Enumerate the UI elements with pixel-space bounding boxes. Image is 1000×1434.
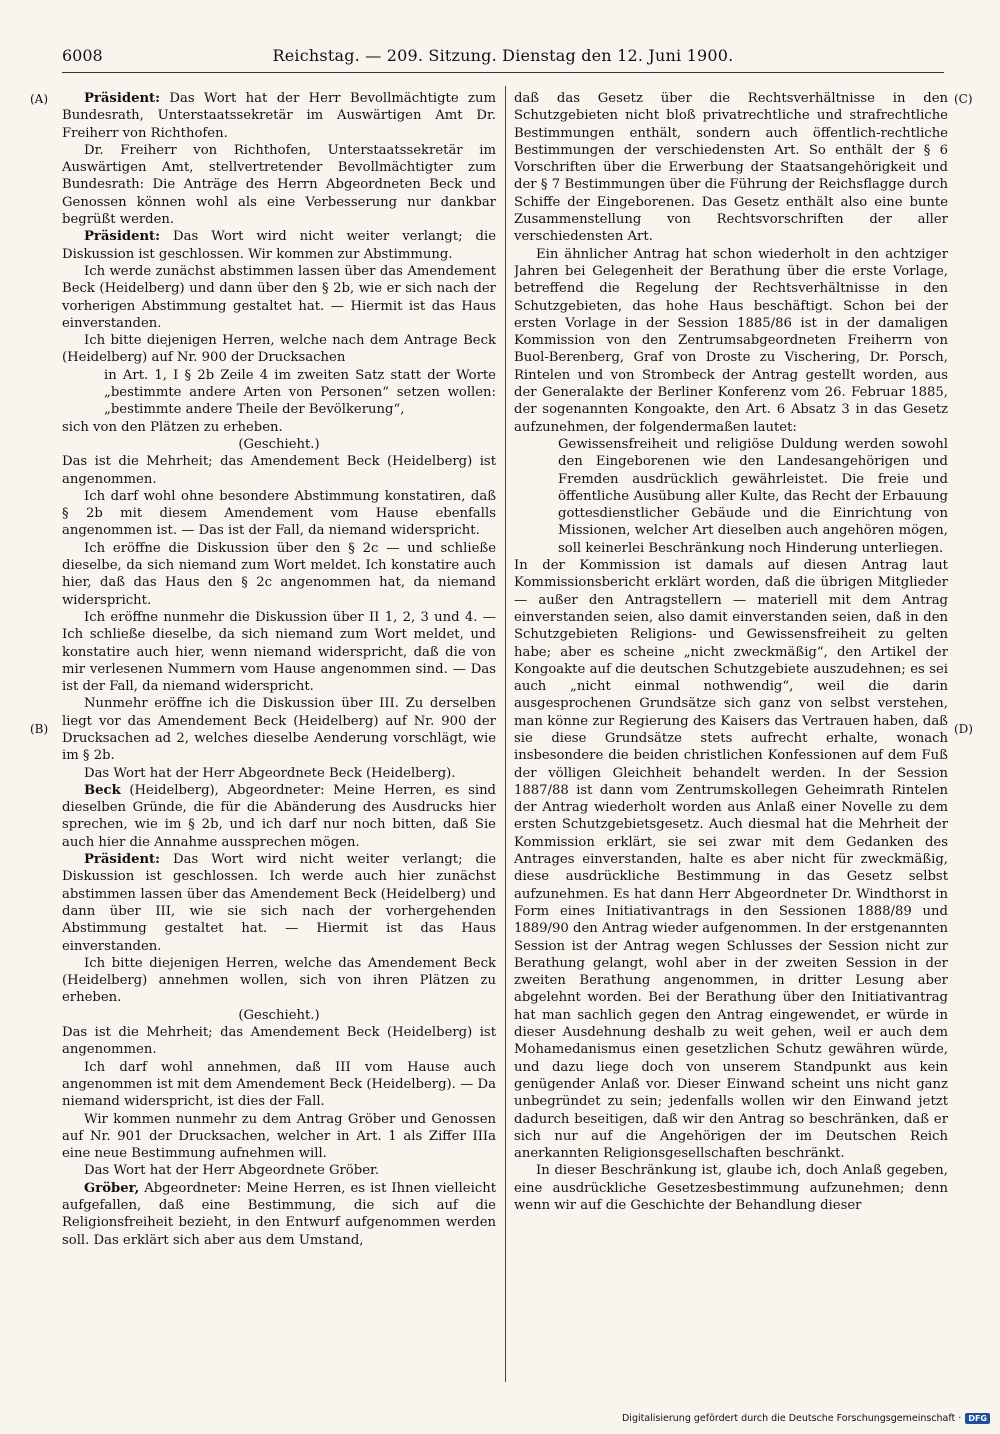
paragraph: [62, 90, 496, 142]
paragraph-text: Das ist die Mehrheit; das Amendement Beck (Heidelberg) ist angenommen.: [62, 1025, 496, 1058]
paragraph-text: Ich darf wohl annehmen, daß III vom Hause auch angenommen ist mit dem Amendement Beck (Heidelberg). — Da niemand widerspricht, ist dies der Fall.: [62, 1059, 496, 1110]
paragraph-text: Ich eröffne die Diskussion über den § 2c — und schließe dieselbe, da sich niemand zum Wort meldet. Ich konstatire auch hier, daß das Haus den § 2c angenommen hat, da niemand widerspricht.: [62, 540, 496, 608]
paragraph: [514, 90, 948, 246]
paragraph-text: In dieser Beschränkung ist, glaube ich, doch Anlaß gegeben, eine ausdrückliche Gesetzesbestimmung aufzunehmen; denn wenn wir auf die Geschichte der Behandlung dieser: [514, 1163, 948, 1213]
paragraph-text: Ich eröffne nunmehr die Diskussion über II 1, 2, 3 und 4. — Ich schließe dieselbe, da sich niemand zum Wort meldet, und konstatire auch hier, wenn niemand widerspricht, daß die von mir verlesenen Nummern vom Hause angenommen sind. — Das ist der Fall, da niemand widerspricht.: [62, 609, 496, 695]
running-title: Reichstag. — 209. Sitzung. Dienstag den 12. Juni 1900.: [272, 46, 734, 65]
paragraph: [514, 557, 948, 1162]
speaker-name: Präsident:: [84, 229, 161, 245]
paragraph-text: Gewissensfreiheit und religiöse Duldung werden sowohl den Eingeborenen wie den Landesangehörigen und Fremden ausdrücklich gewährleistet. Die freie und öffentliche Ausübung aller Kulte, das Recht der Erbauung gottesdienstlicher Gebäude und die Einrichtung von Missionen, welcher Art dieselben auch angehören mögen, soll keinerlei Beschränkung noch Hinderung unterliegen.: [558, 436, 948, 556]
paragraph-text: daß das Gesetz über die Rechtsverhältnisse in den Schutzgebieten nicht bloß privatrechtliche und strafrechtliche Bestimmungen enthält, sondern auch öffentlich-rechtliche Bestimmungen der verschiedensten Art. So enthält der § 6 Vorschriften über die Erwerbung der Staatsangehörigkeit und der § 7 Bestimmungen über die Führung der Reichsflagge durch Schiffe der Eingeborenen. Das Gesetz enthält also eine bunte Zusammenstellung von Rechtsvorschriften der aller verschiedensten Art.: [514, 91, 948, 245]
paragraph-text: (Geschieht.): [238, 436, 320, 452]
margin-marker-b: (B): [30, 722, 49, 736]
page-footer: [622, 1413, 990, 1424]
paragraph-text: Das Wort wird nicht weiter verlangt; die Diskussion ist geschlossen. Wir kommen zur Abstimmung.: [62, 229, 496, 262]
speaker-name: Beck: [84, 782, 121, 798]
paragraph: [62, 695, 496, 764]
paragraph-text: Das ist die Mehrheit; das Amendement Beck (Heidelberg) ist angenommen.: [62, 454, 496, 487]
paragraph-text: (Geschieht.): [238, 1007, 320, 1023]
paragraph-text: Ein ähnlicher Antrag hat schon wiederholt in den achtziger Jahren bei Gelegenheit der Berathung über die erste Vorlage, betreffend die Regelung der Rechtsverhältnisse in den Schutzgebieten, das hohe Haus beschäftigt. Schon bei der ersten Vorlage in der Session 1885/86 ist in der damaligen Kommission von den Zentrumsabgeordneten Freiherrn von Buol-Berenberg, Graf von Droste zu Vischering, Dr. Porsch, Rintelen und von Strombeck der Antrag gestellt worden, aus der Generalakte der Berliner Konferenz vom 26. Februar 1885, der sogenannten Kongoakte, den Art. 6 Absatz 3 in das Gesetz aufzunehmen, der folgendermaßen lautet:: [514, 246, 948, 435]
margin-marker-a: (A): [30, 92, 49, 106]
paragraph: [514, 1162, 948, 1214]
paragraph: [62, 419, 496, 436]
paragraph: [62, 1024, 496, 1059]
page-number: 6008: [62, 46, 103, 65]
paragraph: [62, 1007, 496, 1024]
paragraph: [62, 1162, 496, 1179]
paragraph: [62, 488, 496, 540]
page-header: [62, 44, 944, 68]
paragraph: [62, 851, 496, 955]
paragraph-text: sich von den Plätzen zu erheben.: [62, 419, 283, 435]
right-column: [514, 90, 948, 1380]
paragraph: [62, 955, 496, 1007]
paragraph-text: Abgeordneter: Meine Herren, es ist Ihnen vielleicht aufgefallen, daß eine Bestimmung, die sich auf die Religionsfreiheit bezieht, in den Entwurf aufgenommen werden soll. Das erklärt sich aber aus dem Umstand,: [62, 1180, 496, 1248]
paragraph-text: Das Wort hat der Herr Abgeordnete Beck (Heidelberg).: [84, 765, 456, 781]
paragraph-text: In der Kommission ist damals auf diesen Antrag laut Kommissionsbericht erklärt worden, daß die übrigen Mitglieder — außer den Antragstellern — materiell mit dem Antrag einverstanden seien, also damit einverstanden seien, daß in den Schutzgebieten Religions- und Gewissensfreiheit zu gelten habe; aber es scheine „nicht zweckmäßig“, den Artikel der Kongoakte auf die deutschen Schutzgebiete auszudehnen; es sei auch „nicht einmal nothwendig“, weil die darin ausgesprochenen Grundsätze sich ganz von selbst verstehen, man könne zur Regierung des Kaisers das Vertrauen haben, daß sie diese Grundsätze stets aufrecht erhalte, wonach insbesondere die beiden christlichen Konfessionen auf dem Fuß der völligen Gleichheit behandelt werden. In der Session 1887/88 ist dann vom Zentrumskollegen Geheimrath Rintelen der Antrag wiederholt worden aus Anlaß einer Novelle zu dem ersten Schutzgebietsgesetz. Auch diesmal hat die Mehrheit der Kommission erklärt, sie sei zwar mit dem Gedanken des Antrages einverstanden, halte es aber nicht für zweckmäßig, diese ausdrückliche Bestimmung in das Gesetz selbst aufzunehmen. Es hat dann Herr Abgeordneter Dr. Windthorst in Form eines Initiativantrags in den Sessionen 1888/89 und 1889/90 den Antrag wieder aufgenommen. In der erstgenannten Session ist der Antrag wegen Schlusses der Session nicht zur Berathung gelangt, wohl aber in der zweiten Session in der zweiten Berathung angenommen, in dritter Lesung aber abgelehnt worden. Bei der Berathung über den Initiativantrag hat man sachlich gegen den Antrag eingewendet, er würde in dieser Ausdehnung deshalb zu weit gehen, weil er auch dem Mohamedanismus einen gesetzlichen Schutz gewähren würde, und dazu liege doch von unserem Standpunkt aus kein genügender Anlaß vor. Dieser Einwand scheint uns nicht ganz unbegründet zu sein; jedenfalls wollen wir den Einwand jetzt dadurch beseitigen, daß wir den Antrag so beschränken, daß er sich nur auf die Angehörigen der im Deutschen Reich anerkannten Religionsgesellschaften beschränkt.: [514, 558, 948, 1162]
paragraph: [62, 1180, 496, 1249]
paragraph-text: Wir kommen nunmehr zu dem Antrag Gröber und Genossen auf Nr. 901 der Drucksachen, welcher in Art. 1 als Ziffer IIIa eine neue Bestimmung aufnehmen will.: [62, 1111, 496, 1162]
paragraph: [62, 609, 496, 695]
paragraph: [62, 263, 496, 332]
paragraph: [62, 1059, 496, 1111]
paragraph: [62, 332, 496, 367]
paragraph: [62, 436, 496, 453]
paragraph-text: Ich bitte diejenigen Herren, welche das Amendement Beck (Heidelberg) annehmen wollen, sich von ihren Plätzen zu erheben.: [62, 955, 496, 1006]
paragraph-text: Das Wort hat der Herr Bevollmächtigte zum Bundesrath, Unterstaatssekretär im Auswärtigen Amt Dr. Freiherr von Richthofen.: [62, 91, 496, 141]
paragraph: [62, 782, 496, 851]
paragraph: [514, 246, 948, 436]
left-column: [62, 90, 496, 1380]
paragraph: [62, 228, 496, 263]
margin-marker-c: (C): [954, 92, 973, 106]
paragraph: [62, 1111, 496, 1163]
paragraph-text: Ich bitte diejenigen Herren, welche nach dem Antrage Beck (Heidelberg) auf Nr. 900 der Drucksachen: [62, 333, 496, 366]
paragraph-text: Nunmehr eröffne ich die Diskussion über III. Zu derselben liegt vor das Amendement Beck (Heidelberg) auf Nr. 900 der Drucksachen ad 2, welches dieselbe Aenderung vorschlägt, wie im § 2b.: [62, 696, 496, 764]
paragraph-text: Das Wort hat der Herr Abgeordnete Gröber.: [84, 1163, 380, 1179]
paragraph-text: Dr. Freiherr von Richthofen, Unterstaatssekretär im Auswärtigen Amt, stellvertretender Bevollmächtigter zum Bundesrath: Die Anträge des Herrn Abgeordneten Beck und Genossen können wohl als eine Verbesserung nur dankbar begrüßt werden.: [62, 142, 496, 228]
speaker-name: Präsident:: [84, 91, 161, 106]
paragraph-text: in Art. 1, I § 2b Zeile 4 im zweiten Satz statt der Worte „bestimmte andere Arten von Personen“ setzen wollen: „bestimmte andere Theile der Bevölkerung“,: [104, 367, 496, 418]
paragraph-text: (Heidelberg), Abgeordneter: Meine Herren, es sind dieselben Gründe, die für die Abänderung des Ausdrucks hier sprechen, wie im § 2b, und ich darf nur noch bitten, daß Sie auch hier die Annahme aussprechen mögen.: [62, 782, 496, 850]
paragraph: [62, 453, 496, 488]
paragraph: [104, 367, 496, 419]
paragraph: [558, 436, 948, 557]
speaker-name: Präsident:: [84, 852, 161, 868]
speaker-name: Gröber,: [84, 1180, 140, 1196]
dfg-logo: DFG: [965, 1413, 990, 1424]
paragraph: [62, 765, 496, 782]
footer-credit: Digitalisierung gefördert durch die Deutsche Forschungsgemeinschaft ·: [621, 1413, 962, 1424]
paragraph: [62, 540, 496, 609]
margin-marker-d: (D): [954, 722, 973, 736]
column-divider: [505, 86, 506, 1382]
paragraph-text: Ich darf wohl ohne besondere Abstimmung konstatiren, daß § 2b mit diesem Amendement vom Hause ebenfalls angenommen ist. — Das ist der Fall, da niemand widerspricht.: [62, 488, 496, 539]
paragraph: [62, 142, 496, 228]
paragraph-text: Ich werde zunächst abstimmen lassen über das Amendement Beck (Heidelberg) und dann über den § 2b, wie er sich nach der vorherigen Abstimmung gestaltet hat. — Hiermit ist das Haus einverstanden.: [62, 263, 496, 331]
header-rule: [62, 72, 944, 73]
paragraph-text: Das Wort wird nicht weiter verlangt; die Diskussion ist geschlossen. Ich werde auch hier zunächst abstimmen lassen über das Amendement Beck (Heidelberg) und dann über III, wie sie sich nach der vorhergehenden Abstimmung gestaltet hat. — Hiermit ist das Haus einverstanden.: [62, 852, 496, 954]
